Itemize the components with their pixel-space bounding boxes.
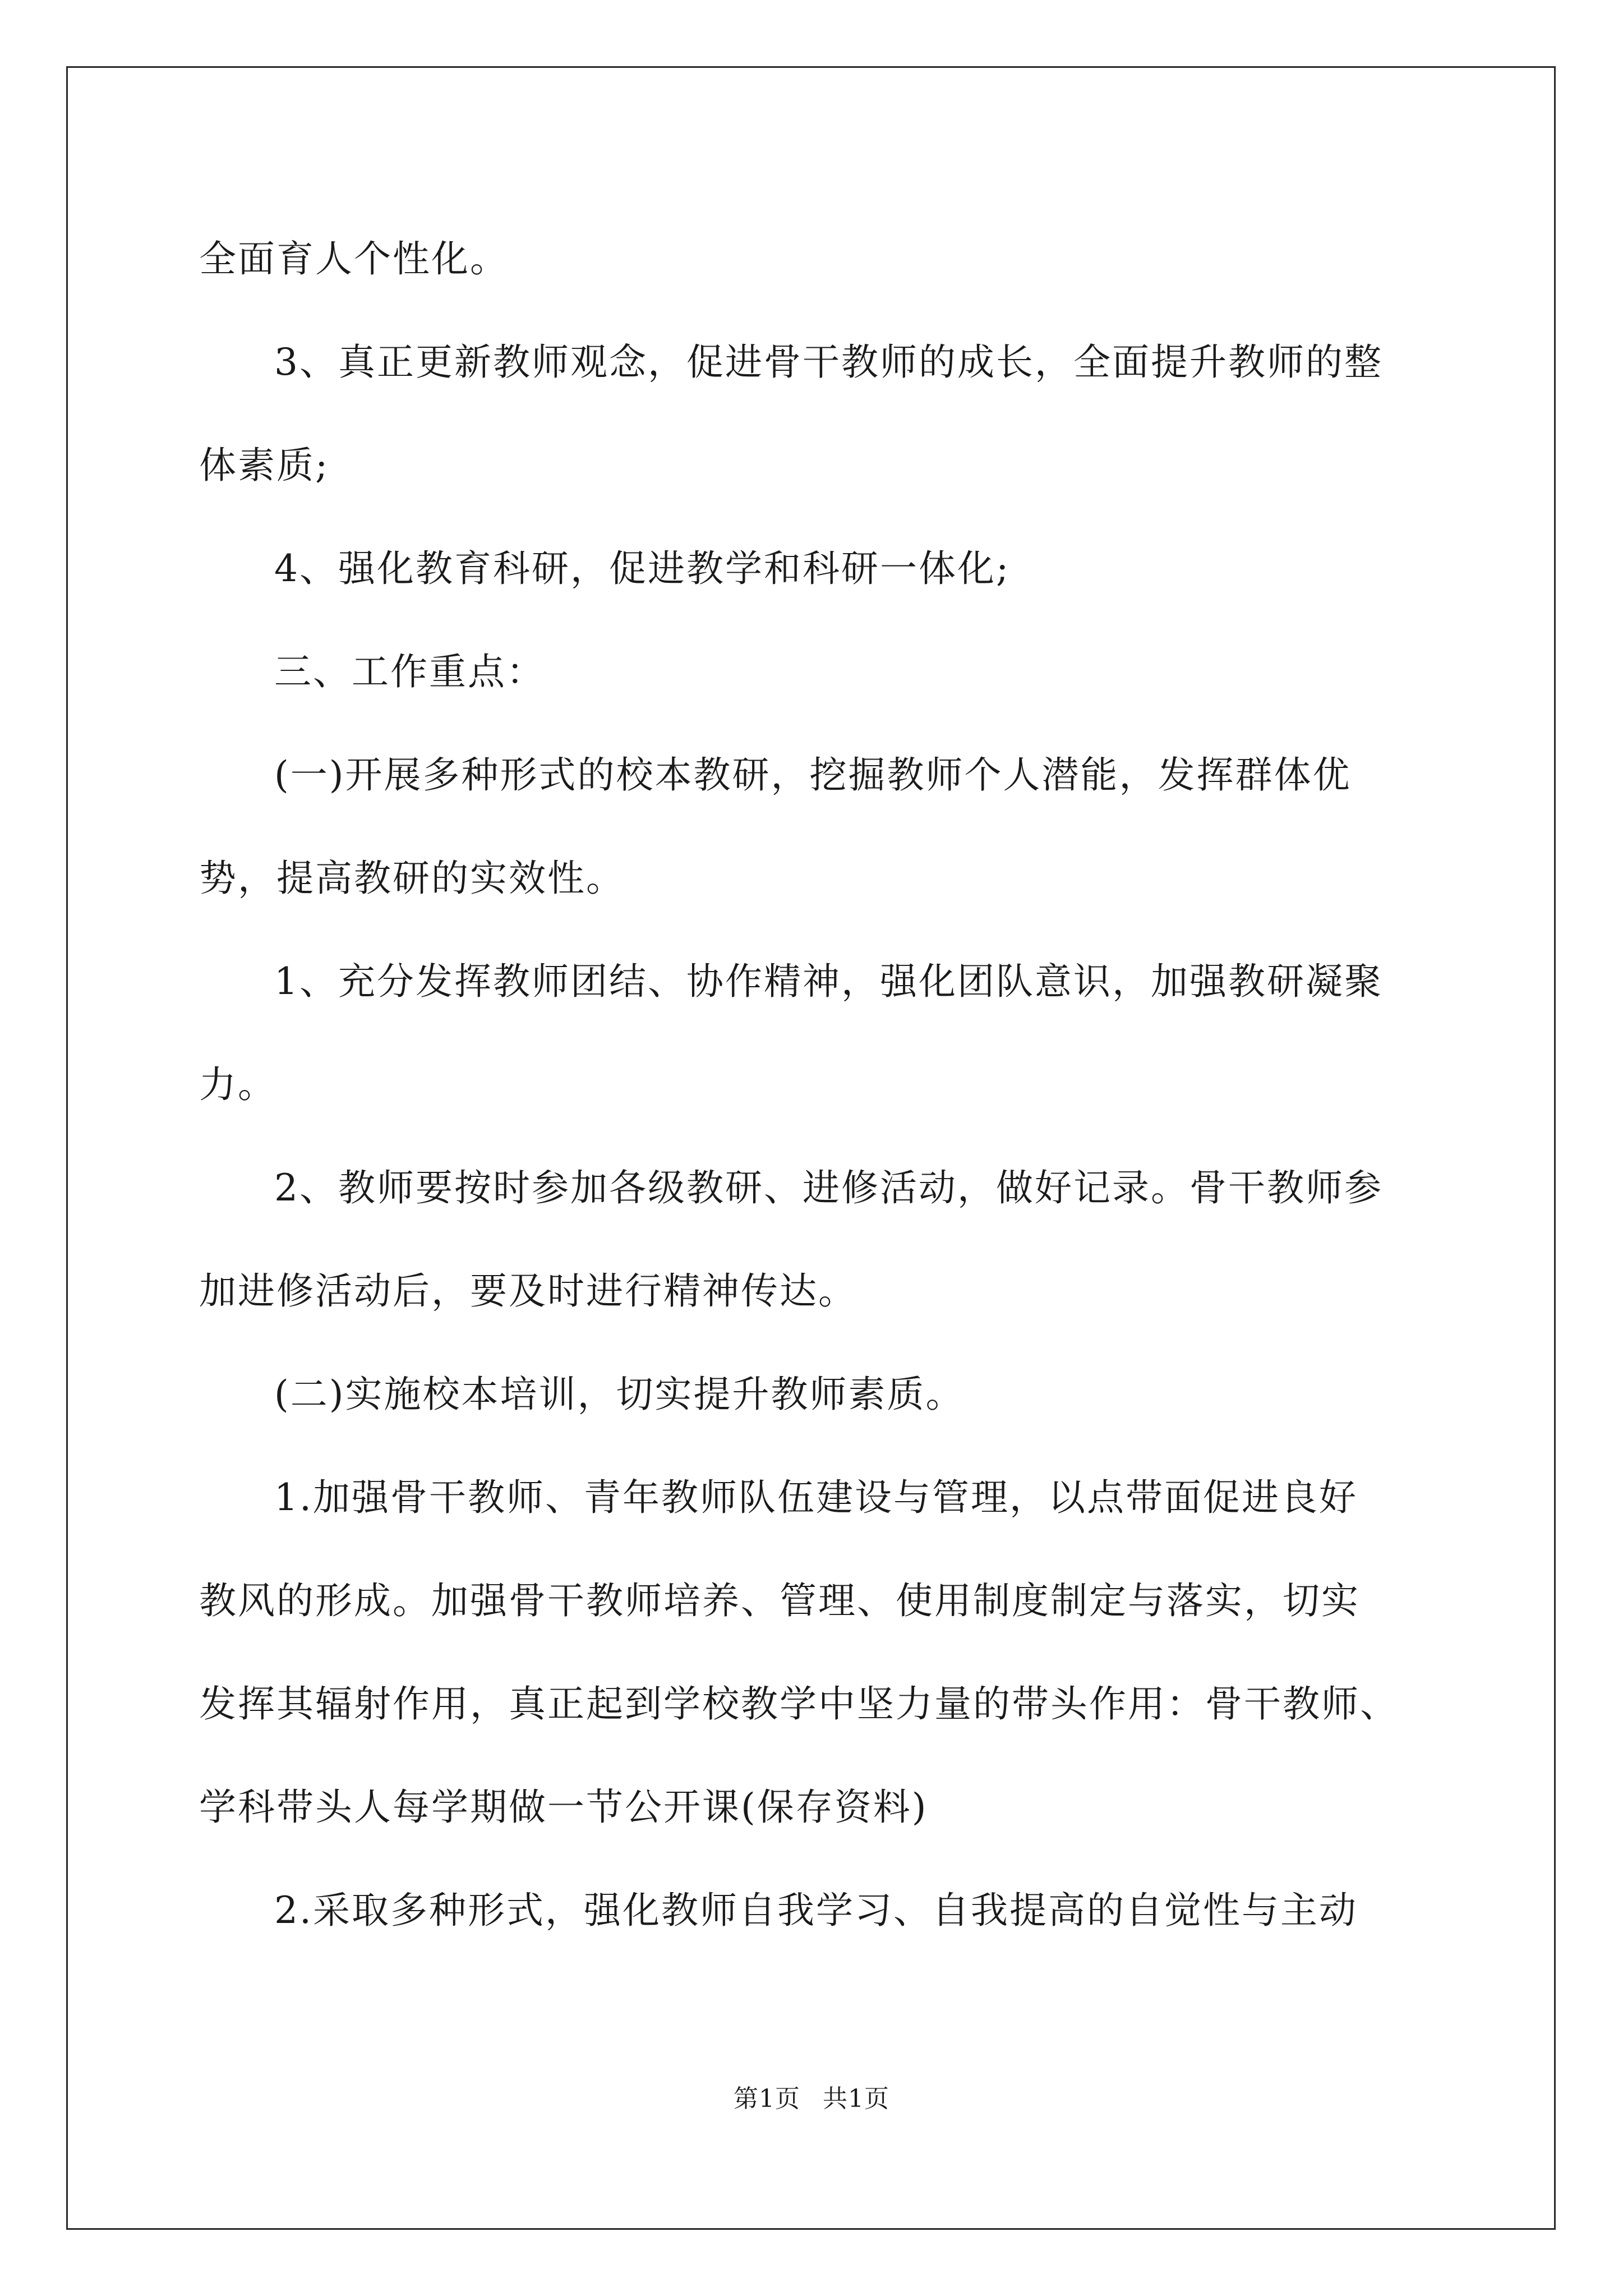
text-line: 体素质; — [199, 444, 330, 487]
text-line: 加进修活动后，要及时进行精神传达。 — [199, 1269, 857, 1313]
text-line: 学科带头人每学期做一节公开课(保存资料) — [199, 1786, 928, 1829]
text-line: 势，提高教研的实效性。 — [199, 857, 625, 900]
text-line: 2、教师要按时参加各级教研、进修活动，做好记录。骨干教师参 — [274, 1166, 1383, 1209]
document-body — [199, 208, 1467, 1962]
text-line: 1.加强骨干教师、青年教师队伍建设与管理，以点带面促进良好 — [274, 1476, 1358, 1519]
page-total: 共1页 — [823, 2085, 889, 2113]
text-line: 2.采取多种形式，强化教师自我学习、自我提高的自觉性与主动 — [274, 1889, 1358, 1932]
text-line: 全面育人个性化。 — [199, 237, 509, 280]
page-number: 第1页 — [734, 2085, 800, 2113]
text-line: 4、强化教育科研，促进教学和科研一体化; — [274, 547, 1011, 590]
subsection-heading: (二)实施校本培训，切实提升教师素质。 — [274, 1373, 965, 1416]
text-line: 力。 — [199, 1063, 276, 1106]
text-line: 发挥其辐射作用，真正起到学校教学中坚力量的带头作用：骨干教师、 — [199, 1682, 1399, 1726]
text-line: 教风的形成。加强骨干教师培养、管理、使用制度制定与落实，切实 — [199, 1579, 1360, 1622]
page-footer — [0, 2082, 1623, 2116]
section-heading: 三、工作重点： — [274, 650, 545, 693]
text-line: 1、充分发挥教师团结、协作精神，强化团队意识，加强教研凝聚 — [274, 960, 1383, 1003]
text-line: 3、真正更新教师观念，促进骨干教师的成长，全面提升教师的整 — [274, 341, 1383, 384]
subsection-heading: (一)开展多种形式的校本教研，挖掘教师个人潜能，发挥群体优 — [274, 753, 1352, 797]
